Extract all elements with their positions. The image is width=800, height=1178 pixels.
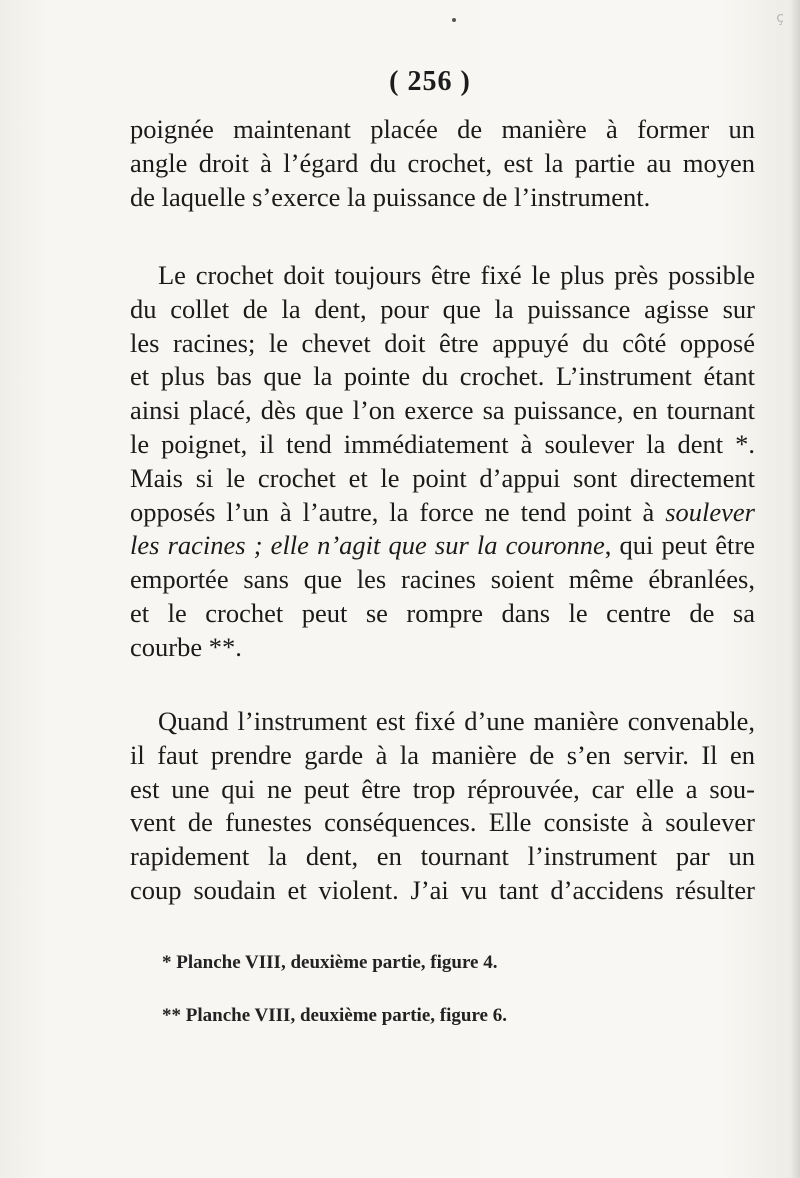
text-line: poignée maintenant placée de manière à former un [130,114,755,144]
text-line-mixed [130,529,755,563]
text-line: les racines; le chevet doit être appuyé du côté opposé [130,327,755,358]
italic-segment: soulever [665,496,755,527]
text-line: et plus bas que la pointe du crochet. L’instrument étant [130,361,755,392]
text-line: il faut prendre garde à la manière de s’en servir. Il en [130,739,755,770]
text-line: est une qui ne peut être trop réprouvée, car elle a sou- [130,773,755,804]
italic-segment: les racines ; elle n’agit que sur la couronne [130,530,605,561]
corner-mark-icon: ç [776,10,784,26]
text-line: Quand l’instrument est fixé d’une manière convenable, [158,706,755,736]
text-line: ainsi placé, dès que l’on exerce sa puissance, en tournant [130,395,755,426]
text-line: et le crochet peut se rompre dans le centre de sa [130,597,755,628]
paragraph-3 [130,705,755,908]
text-line: emportée sans que les racines soient même ébranlées, [130,564,755,595]
text-line: angle droit à l’égard du crochet, est la partie au moyen [130,147,755,178]
text-line: courbe **. [130,631,242,662]
page-edge-shadow [790,0,800,1178]
text-line: rapidement la dent, en tournant l’instrument par un [130,841,755,872]
paragraph-1 [130,113,755,214]
text-line: vent de funestes conséquences. Elle consiste à soulever [130,807,755,838]
print-speck [452,18,456,22]
text-line: coup soudain et violent. J’ai vu tant d’accidens résulter [130,874,755,905]
text-line: le poignet, il tend immédiatement à soulever la dent *. [130,428,755,459]
text-line: du collet de la dent, pour que la puissance agisse sur [130,293,755,324]
text-line: de laquelle s’exerce la puissance de l’instrument. [130,181,651,212]
text-line-mixed [130,496,755,530]
footnote-1: * Planche VIII, deuxième partie, figure 4. [162,952,498,973]
footnote-2: ** Planche VIII, deuxième partie, figure 6. [162,1005,507,1026]
text-segment: , qui peut être [604,530,755,561]
paragraph-2 [130,259,755,665]
text-segment: opposés l’un à l’autre, la force ne tend point à [130,496,655,527]
page-number: ( 256 ) [389,66,471,97]
text-line: Mais si le crochet et le point d’appui sont directement [130,462,755,493]
text-line: Le crochet doit toujours être fixé le plus près possible [158,260,755,290]
